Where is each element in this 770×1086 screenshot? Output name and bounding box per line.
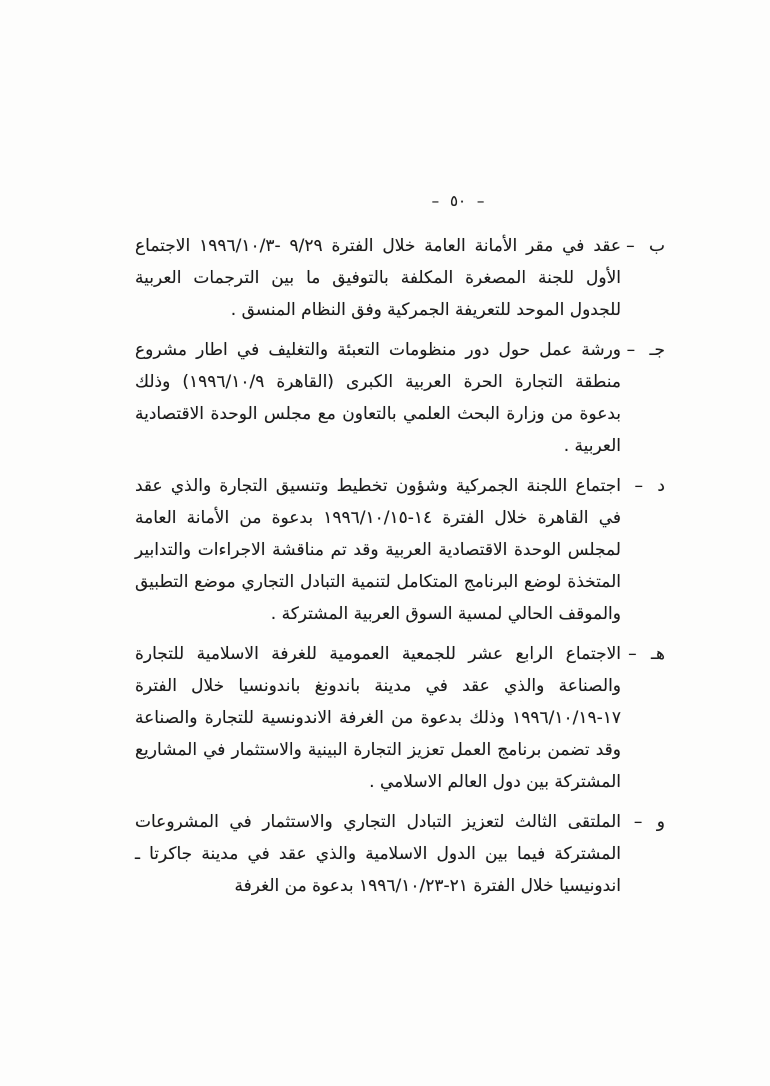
paragraph-item xyxy=(135,230,665,326)
paragraph-item xyxy=(135,806,665,902)
paragraph-text: عقد في مقر الأمانة العامة خلال الفترة ٩/٢٩ -١٩٩٦/١٠/٣ الاجتماع الأول للجنة المصغرة المكلفة بالتوفيق ما بين الترجمات العربية للجدول الموحد للتعريفة الجمركية وفق النظام المنسق . xyxy=(135,236,621,320)
paragraph-label: جـ – xyxy=(626,340,665,360)
paragraph-label: هـ – xyxy=(628,644,665,664)
paragraph-text: الملتقى الثالث لتعزيز التبادل التجاري والاستثمار في المشروعات المشتركة فيما بين الدول الاسلامية والذي عقد في مدينة جاكرتا ـ اندونيسيا خلال الفترة ٢١-١٩٩٦/١٠/٢٣ بدعوة من الغرفة xyxy=(135,812,621,896)
paragraph-text: الاجتماع الرابع عشر للجمعية العمومية للغرفة الاسلامية للتجارة والصناعة والذي عقد في مدينة باندونغ باندونسيا خلال الفترة ١٧-١٩٩٦/١٠/١٩ وذلك بدعوة من الغرفة الاندونسية للتجارة والصناعة وقد تضمن برنامج العمل تعزيز التجارة البينية والاستثمار في المشاريع المشتركة بين دول العالم الاسلامي . xyxy=(135,644,621,792)
paragraph-text: اجتماع اللجنة الجمركية وشؤون تخطيط وتنسيق التجارة والذي عقد في القاهرة خلال الفترة ١٤-١٩٩٦/١٠/١٥ بدعوة من الأمانة العامة لمجلس الوحدة الاقتصادية العربية وقد تم مناقشة الاجراءات والتدابير المتخذة لوضع البرنامج المتكامل لتنمية التبادل التجاري موضع التطبيق والموقف الحالي لمسية السوق العربية المشتركة . xyxy=(135,476,621,624)
paragraph-label: د – xyxy=(634,476,665,496)
paragraph-text: ورشة عمل حول دور منظومات التعبئة والتغليف في اطار مشروع منطقة التجارة الحرة العربية الكبرى (القاهرة ١٩٩٦/١٠/٩) وذلك بدعوة من وزارة البحث العلمي بالتعاون مع مجلس الوحدة الاقتصادية العربية . xyxy=(135,340,621,456)
page-number: – ٥٠ – xyxy=(431,192,485,210)
page-content xyxy=(135,230,665,910)
paragraph-item xyxy=(135,334,665,462)
paragraph-label: ب – xyxy=(626,236,665,256)
paragraph-item xyxy=(135,470,665,630)
paragraph-label: و – xyxy=(633,812,665,832)
paragraph-item xyxy=(135,638,665,798)
